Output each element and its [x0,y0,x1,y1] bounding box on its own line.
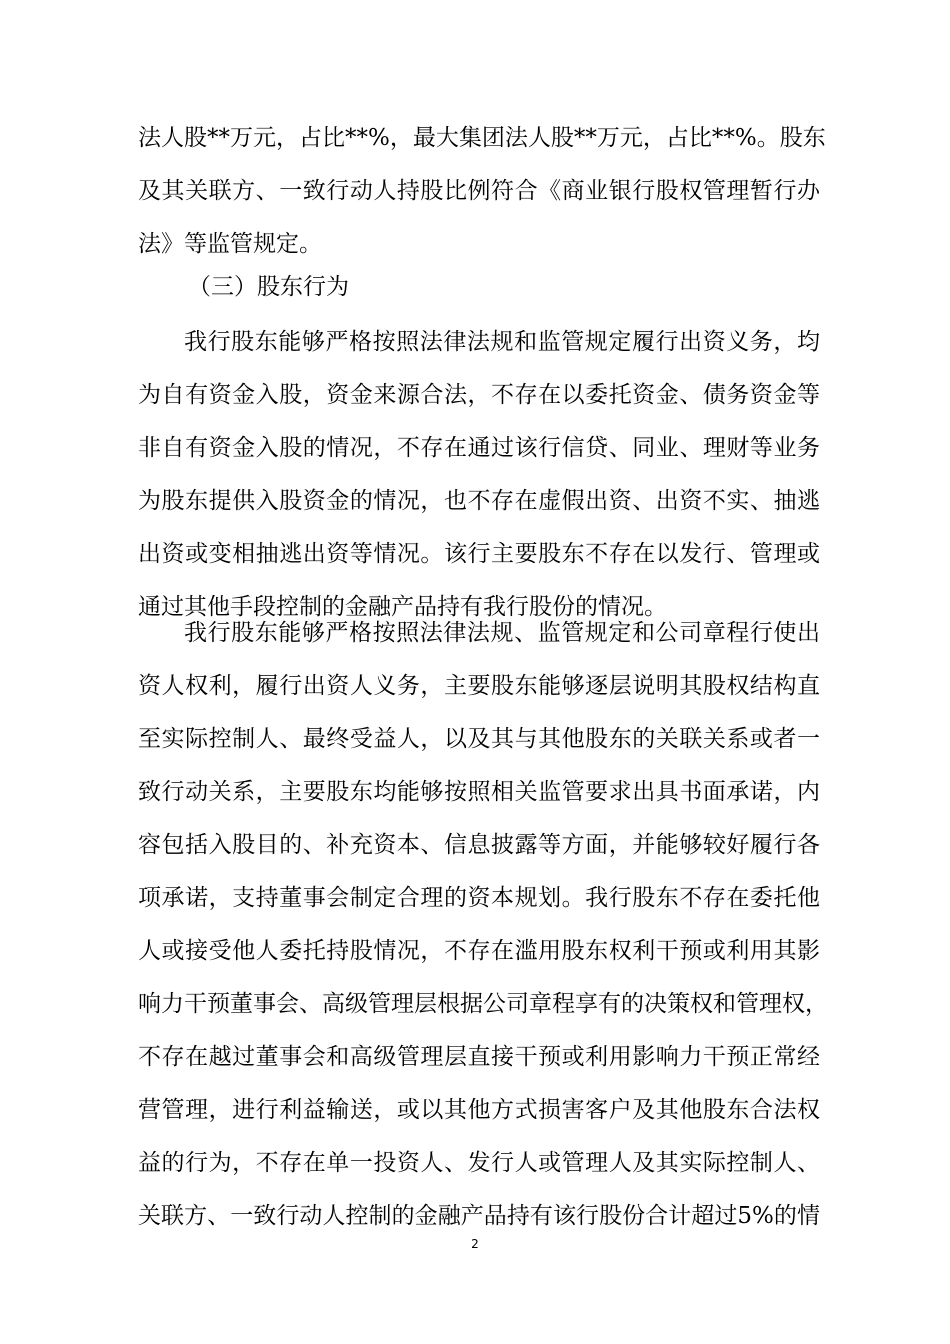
paragraph-line: 人或接受他人委托持股情况，不存在滥用股东权利干预或利用其影 [138,938,820,964]
paragraph-line: 不存在越过董事会和高级管理层直接干预或利用影响力干预正常经 [138,1044,820,1070]
paragraph-line: 我行股东能够严格按照法律法规和监管规定履行出资义务，均 [184,329,820,355]
paragraph-line: 营管理，进行利益输送，或以其他方式损害客户及其他股东合法权 [138,1097,820,1123]
section-heading: （三）股东行为 [188,274,349,300]
paragraph-line: 及其关联方、一致行动人持股比例符合《商业银行股权管理暂行办 [138,178,820,204]
paragraph-line: 益的行为，不存在单一投资人、发行人或管理人及其实际控制人、 [138,1150,820,1176]
paragraph-line: 响力干预董事会、高级管理层根据公司章程享有的决策权和管理权， [138,991,828,1017]
paragraph-line: 通过其他手段控制的金融产品持有我行股份的情况。 [138,594,667,620]
paragraph-shareholder-rights [138,607,828,1243]
paragraph-line: 法》等监管规定。 [138,231,322,257]
paragraph-line: 容包括入股目的、补充资本、信息披露等方面，并能够较好履行各 [138,832,820,858]
paragraph-line: 项承诺，支持董事会制定合理的资本规划。我行股东不存在委托他 [138,885,820,911]
paragraph-line: 致行动关系，主要股东均能够按照相关监管要求出具书面承诺，内 [138,779,820,805]
paragraph-line: 至实际控制人、最终受益人，以及其与其他股东的关联关系或者一 [138,726,820,752]
page-number: 2 [471,1237,479,1251]
paragraph-line: 法人股**万元，占比**%，最大集团法人股**万元，占比**%。股东 [138,125,826,151]
section-heading-block [138,261,820,314]
paragraph-intro [138,112,826,271]
paragraph-line: 为自有资金入股，资金来源合法，不存在以委托资金、债务资金等 [138,382,820,408]
paragraph-line: 出资或变相抽逃出资等情况。该行主要股东不存在以发行、管理或 [138,541,820,567]
paragraph-line: 非自有资金入股的情况，不存在通过该行信贷、同业、理财等业务 [138,435,820,461]
paragraph-shareholder-capital [138,316,820,634]
paragraph-line: 资人权利，履行出资人义务，主要股东能够逐层说明其股权结构直 [138,673,820,699]
paragraph-line: 我行股东能够严格按照法律法规、监管规定和公司章程行使出 [184,620,820,646]
paragraph-line: 为股东提供入股资金的情况，也不存在虚假出资、出资不实、抽逃 [138,488,820,514]
paragraph-line: 关联方、一致行动人控制的金融产品持有该行股份合计超过5%的情 [138,1203,820,1229]
